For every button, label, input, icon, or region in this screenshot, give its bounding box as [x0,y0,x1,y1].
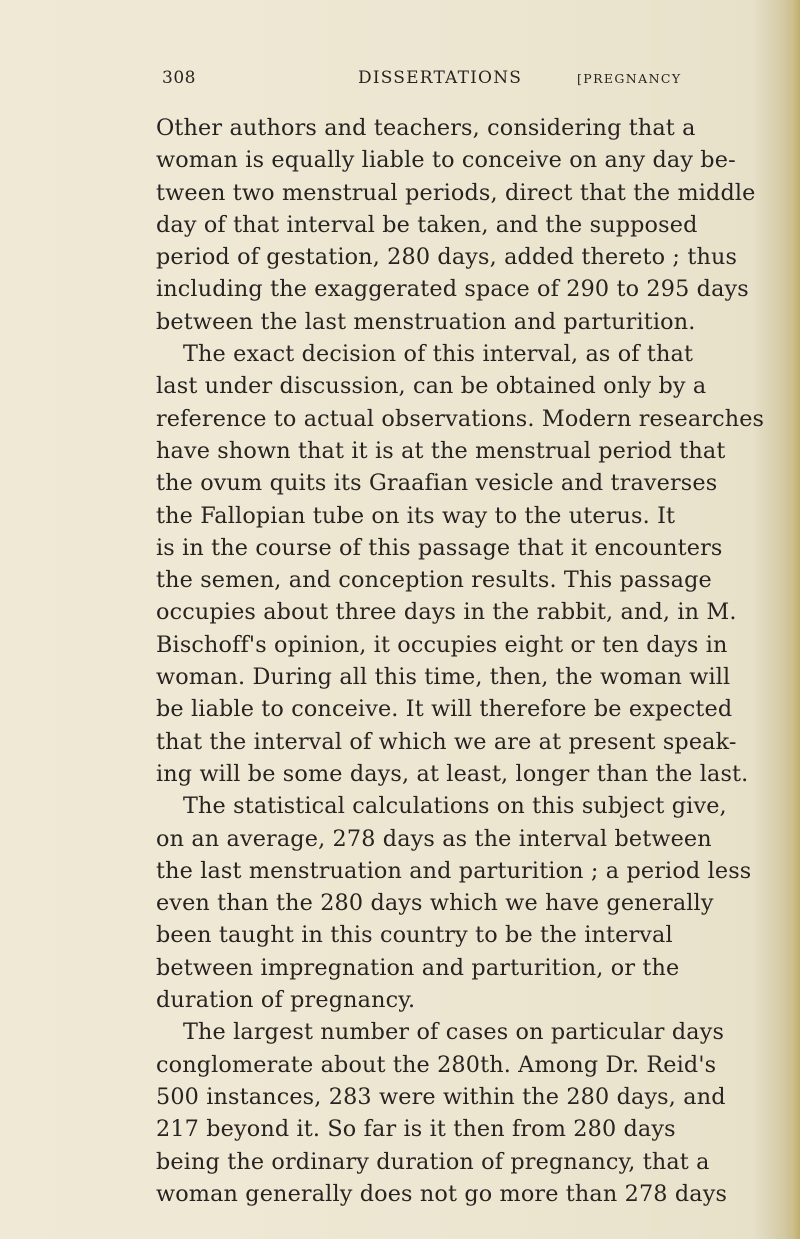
text-line: the Fallopian tube on its way to the uterus. It [156,502,676,529]
body-text [156,112,765,1210]
text-line: the ovum quits its Graafian vesicle and traverses [156,470,718,497]
running-header [162,68,710,96]
text-line: that the interval of which we are at present speak- [156,728,737,755]
text-line: is in the course of this passage that it encounters [156,534,723,561]
text-line: being the ordinary duration of pregnancy, that a [156,1148,710,1175]
text-line: 500 instances, 283 were within the 280 days, and [156,1083,726,1110]
text-line: between the last menstruation and parturition. [156,308,696,335]
text-line: between impregnation and parturition, or the [156,954,680,981]
text-line: 217 beyond it. So far is it then from 280 days [156,1116,676,1143]
text-line: been taught in this country to be the interval [156,922,673,949]
text-line: conglomerate about the 280th. Among Dr. Reid's [156,1051,717,1078]
text-line: ing will be some days, at least, longer than the last. [156,760,749,787]
text-line: Bischoff's opinion, it occupies eight or ten days in [156,631,728,658]
text-line: The exact decision of this interval, as of that [183,341,694,368]
text-line: duration of pregnancy. [156,987,416,1014]
text-line: The statistical calculations on this subject give, [183,793,727,820]
text-line: woman generally does not go more than 278 days [156,1180,728,1207]
page-edge [786,0,800,1239]
text-line: occupies about three days in the rabbit, and, in M. [156,599,737,626]
text-line: day of that interval be taken, and the supposed [156,211,698,238]
text-line: woman. During all this time, then, the woman will [156,664,731,691]
page-number: 308 [162,68,196,88]
text-line: the last menstruation and parturition ; a period less [156,857,752,884]
text-line: on an average, 278 days as the interval between [156,825,712,852]
running-title: DISSERTATIONS [358,68,523,88]
text-line: Other authors and teachers, considering that a [156,115,696,141]
text-line: be liable to conceive. It will therefore be expected [156,696,733,723]
text-line: tween two menstrual periods, direct that the middle [156,179,756,206]
text-line: reference to actual observations. Modern researches [156,405,765,432]
text-line: period of gestation, 280 days, added thereto ; thus [156,244,738,271]
text-line: including the exaggerated space of 290 to 295 days [156,276,749,303]
text-line: the semen, and conception results. This passage [156,567,712,594]
text-line: last under discussion, can be obtained only by a [156,373,707,400]
text-line: woman is equally liable to conceive on any day be- [156,147,736,174]
text-line: The largest number of cases on particular days [183,1019,725,1046]
text-line: have shown that it is at the menstrual period that [156,437,726,464]
text-line: even than the 280 days which we have generally [156,890,714,917]
section-tag: [PREGNANCY [577,71,682,86]
